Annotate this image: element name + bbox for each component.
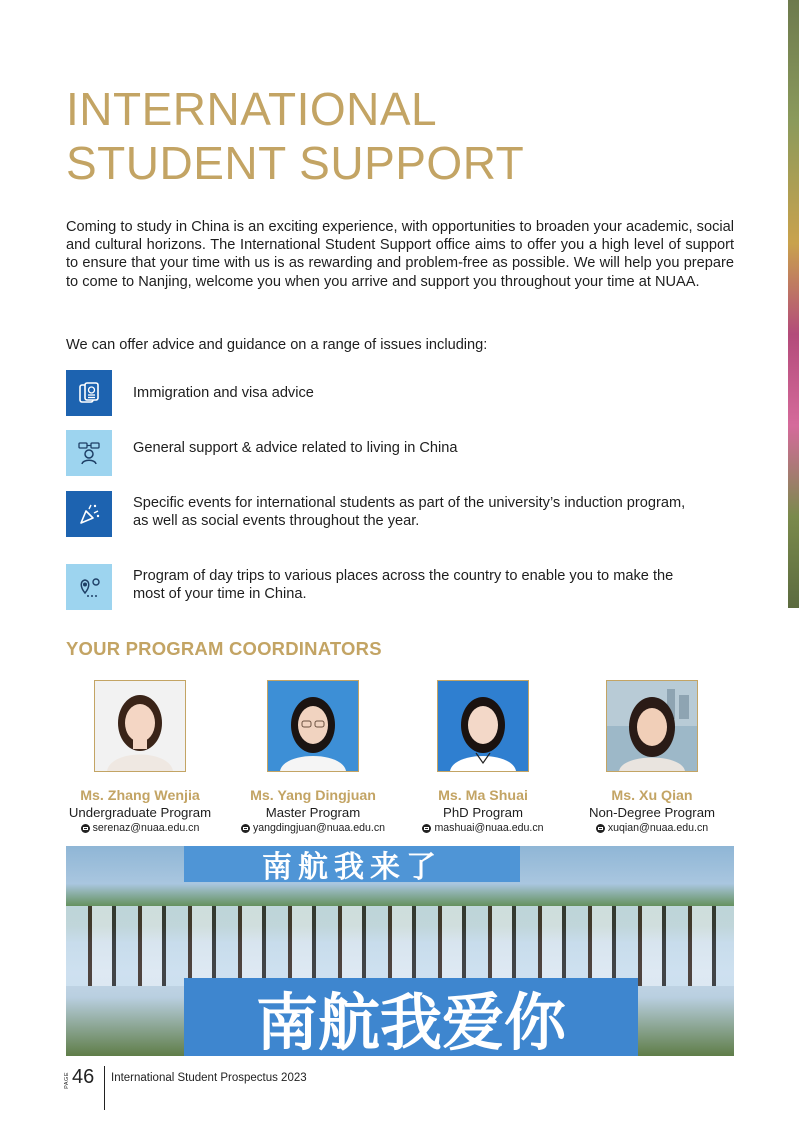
issue-day-trips: Program of day trips to various places across the country to enable you to make the most of your time in China. xyxy=(133,568,674,602)
coordinator-card xyxy=(50,680,230,835)
coordinator-name: Ms. Ma Shuai xyxy=(438,788,528,804)
party-popper-icon xyxy=(66,491,112,537)
page-title xyxy=(66,82,524,190)
map-pin-route-icon xyxy=(66,564,112,610)
email-icon xyxy=(241,824,250,833)
coordinator-email-row xyxy=(562,821,742,835)
coordinator-name: Ms. Yang Dingjuan xyxy=(250,788,376,804)
coordinator-name: Ms. Zhang Wenjia xyxy=(80,788,200,804)
coordinator-card xyxy=(223,680,403,835)
support-person-icon xyxy=(66,430,112,476)
publication-title: International Student Prospectus 2023 xyxy=(111,1072,307,1084)
page-number-block xyxy=(64,1066,94,1089)
footer-divider xyxy=(104,1066,105,1110)
coordinator-email-row xyxy=(393,821,573,835)
issue-general-support: General support & advice related to living in China xyxy=(133,440,458,456)
coordinator-card xyxy=(562,680,742,835)
coordinator-email-row xyxy=(223,821,403,835)
coordinator-program: Master Program xyxy=(265,805,361,820)
coordinator-photo xyxy=(94,680,186,772)
page-number: 46 xyxy=(72,1066,95,1088)
coordinator-photo xyxy=(267,680,359,772)
student-group-photo xyxy=(66,846,734,1056)
page-label: PAGE xyxy=(64,1072,70,1089)
page-title-line-2: STUDENT SUPPORT xyxy=(66,137,525,189)
coordinator-email[interactable]: mashuai@nuaa.edu.cn xyxy=(434,822,544,834)
coordinator-email[interactable]: serenaz@nuaa.edu.cn xyxy=(92,822,200,834)
coordinator-program: Undergraduate Program xyxy=(68,805,212,820)
banner-sign-bottom: 南航我爱你 xyxy=(184,978,638,1056)
coordinator-email[interactable]: yangdingjuan@nuaa.edu.cn xyxy=(252,822,386,834)
page-title-line-1: INTERNATIONAL xyxy=(66,83,438,135)
intro-paragraph: Coming to study in China is an exciting experience, with opportunities to broaden your academic, social and cultural horizons. The International Student Support office aims to offer you a high level of support to ensure that your time with us is as rewarding and problem-free as possible. We will help you prepare to come to Nanjing, welcome you when you arrive and support you throughout your time at NUAA. xyxy=(66,219,734,290)
coordinator-email[interactable]: xuqian@nuaa.edu.cn xyxy=(607,822,709,834)
lead-sentence: We can offer advice and guidance on a range of issues including: xyxy=(66,337,488,353)
passport-icon xyxy=(66,370,112,416)
coordinator-email-row xyxy=(50,821,230,835)
email-icon xyxy=(81,824,90,833)
side-photo-strip xyxy=(788,0,799,608)
coordinator-photo xyxy=(606,680,698,772)
coordinators-heading: YOUR PROGRAM COORDINATORS xyxy=(66,638,382,659)
coordinator-photo xyxy=(437,680,529,772)
banner-sign-top: 南航我来了 xyxy=(184,846,520,882)
email-icon xyxy=(596,824,605,833)
coordinator-program: PhD Program xyxy=(443,805,523,820)
coordinator-name: Ms. Xu Qian xyxy=(611,788,693,804)
coordinator-program: Non-Degree Program xyxy=(588,805,716,820)
email-icon xyxy=(422,824,431,833)
issue-immigration: Immigration and visa advice xyxy=(133,385,314,401)
coordinator-card xyxy=(393,680,573,835)
issue-events: Specific events for international students as part of the university’s induction program, as well as social events throughout the year. xyxy=(133,495,686,529)
